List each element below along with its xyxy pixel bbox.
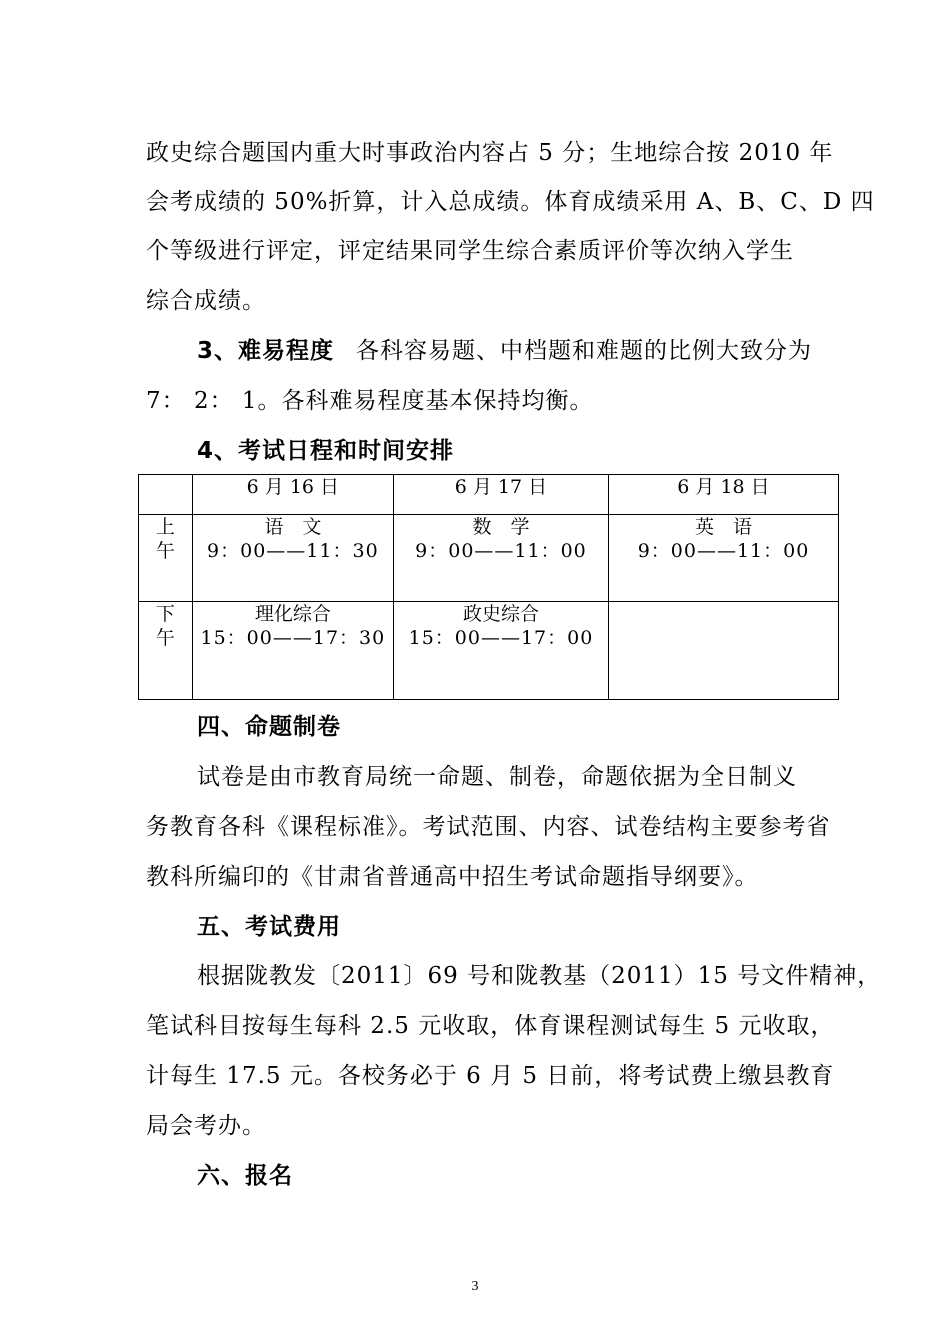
exam-cell	[393, 601, 608, 699]
date-cell: 6 月 18 日	[609, 475, 839, 515]
exam-subject: 政史综合	[462, 602, 539, 625]
period-label-char: 上	[155, 516, 175, 539]
table-corner-cell	[139, 475, 193, 515]
section-heading-fees: 五、考试费用	[197, 914, 341, 940]
exam-time: 15：00——17：30	[200, 626, 386, 649]
exam-time: 9：00——11：30	[207, 540, 379, 563]
date-cell: 6 月 16 日	[192, 475, 393, 515]
paragraph-line: 综合成绩。	[146, 288, 266, 314]
period-label-cell	[139, 515, 193, 601]
exam-cell-empty	[609, 601, 839, 699]
exam-time: 15：00——17：00	[408, 626, 594, 649]
period-label-char: 午	[155, 626, 175, 649]
paragraph-line: 会考成绩的 50%折算，计入总成绩。体育成绩采用 A、B、C、D 四	[146, 189, 875, 215]
exam-cell	[609, 515, 839, 601]
table-row-morning	[139, 515, 839, 601]
difficulty-heading: 3、难易程度	[197, 338, 335, 364]
section-heading-proposition: 四、命题制卷	[197, 714, 341, 740]
exam-time: 9：00——11：00	[637, 540, 810, 563]
paragraph-line: 政史综合题国内重大时事政治内容占 5 分；生地综合按 2010 年	[146, 140, 834, 166]
table-row-afternoon	[139, 601, 839, 699]
paragraph-line: 个等级进行评定，评定结果同学生综合素质评价等次纳入学生	[146, 238, 794, 264]
period-label-cell	[139, 601, 193, 699]
page-number: 3	[471, 1279, 479, 1294]
period-label-char: 下	[155, 602, 175, 625]
paragraph-line: 试卷是由市教育局统一命题、制卷，命题依据为全日制义	[197, 764, 797, 790]
exam-cell	[192, 515, 393, 601]
exam-cell	[393, 515, 608, 601]
exam-cell	[192, 601, 393, 699]
paragraph-line: 教科所编印的《甘肃省普通高中招生考试命题指导纲要》。	[146, 864, 759, 890]
difficulty-line-2: 7： 2： 1。各科难易程度基本保持均衡。	[146, 388, 594, 414]
exam-time: 9：00——11：00	[415, 540, 587, 563]
paragraph-line: 局会考办。	[146, 1113, 266, 1139]
paragraph-line: 计每生 17.5 元。各校务必于 6 月 5 日前，将考试费上缴县教育	[146, 1063, 835, 1089]
exam-subject: 理化综合	[254, 602, 331, 625]
section-heading-registration: 六、报名	[197, 1163, 293, 1189]
paragraph-line: 根据陇教发〔2011〕69 号和陇教基（2011）15 号文件精神，	[197, 963, 882, 989]
exam-subject: 语 文	[264, 516, 322, 539]
period-label-char: 午	[155, 540, 175, 563]
paragraph-line: 务教育各科《课程标准》。考试范围、内容、试卷结构主要参考省	[146, 814, 831, 840]
exam-subject: 英 语	[694, 516, 752, 539]
schedule-heading: 4、考试日程和时间安排	[197, 438, 455, 464]
exam-subject: 数 学	[472, 516, 530, 539]
exam-schedule-table	[138, 474, 839, 700]
table-header-row	[139, 475, 839, 515]
difficulty-paragraph	[197, 336, 812, 366]
paragraph-line: 笔试科目按每生每科 2.5 元收取，体育课程测试每生 5 元收取，	[146, 1013, 835, 1039]
difficulty-text: 各科容易题、中档题和难题的比例大致分为	[356, 338, 813, 364]
date-cell: 6 月 17 日	[393, 475, 608, 515]
